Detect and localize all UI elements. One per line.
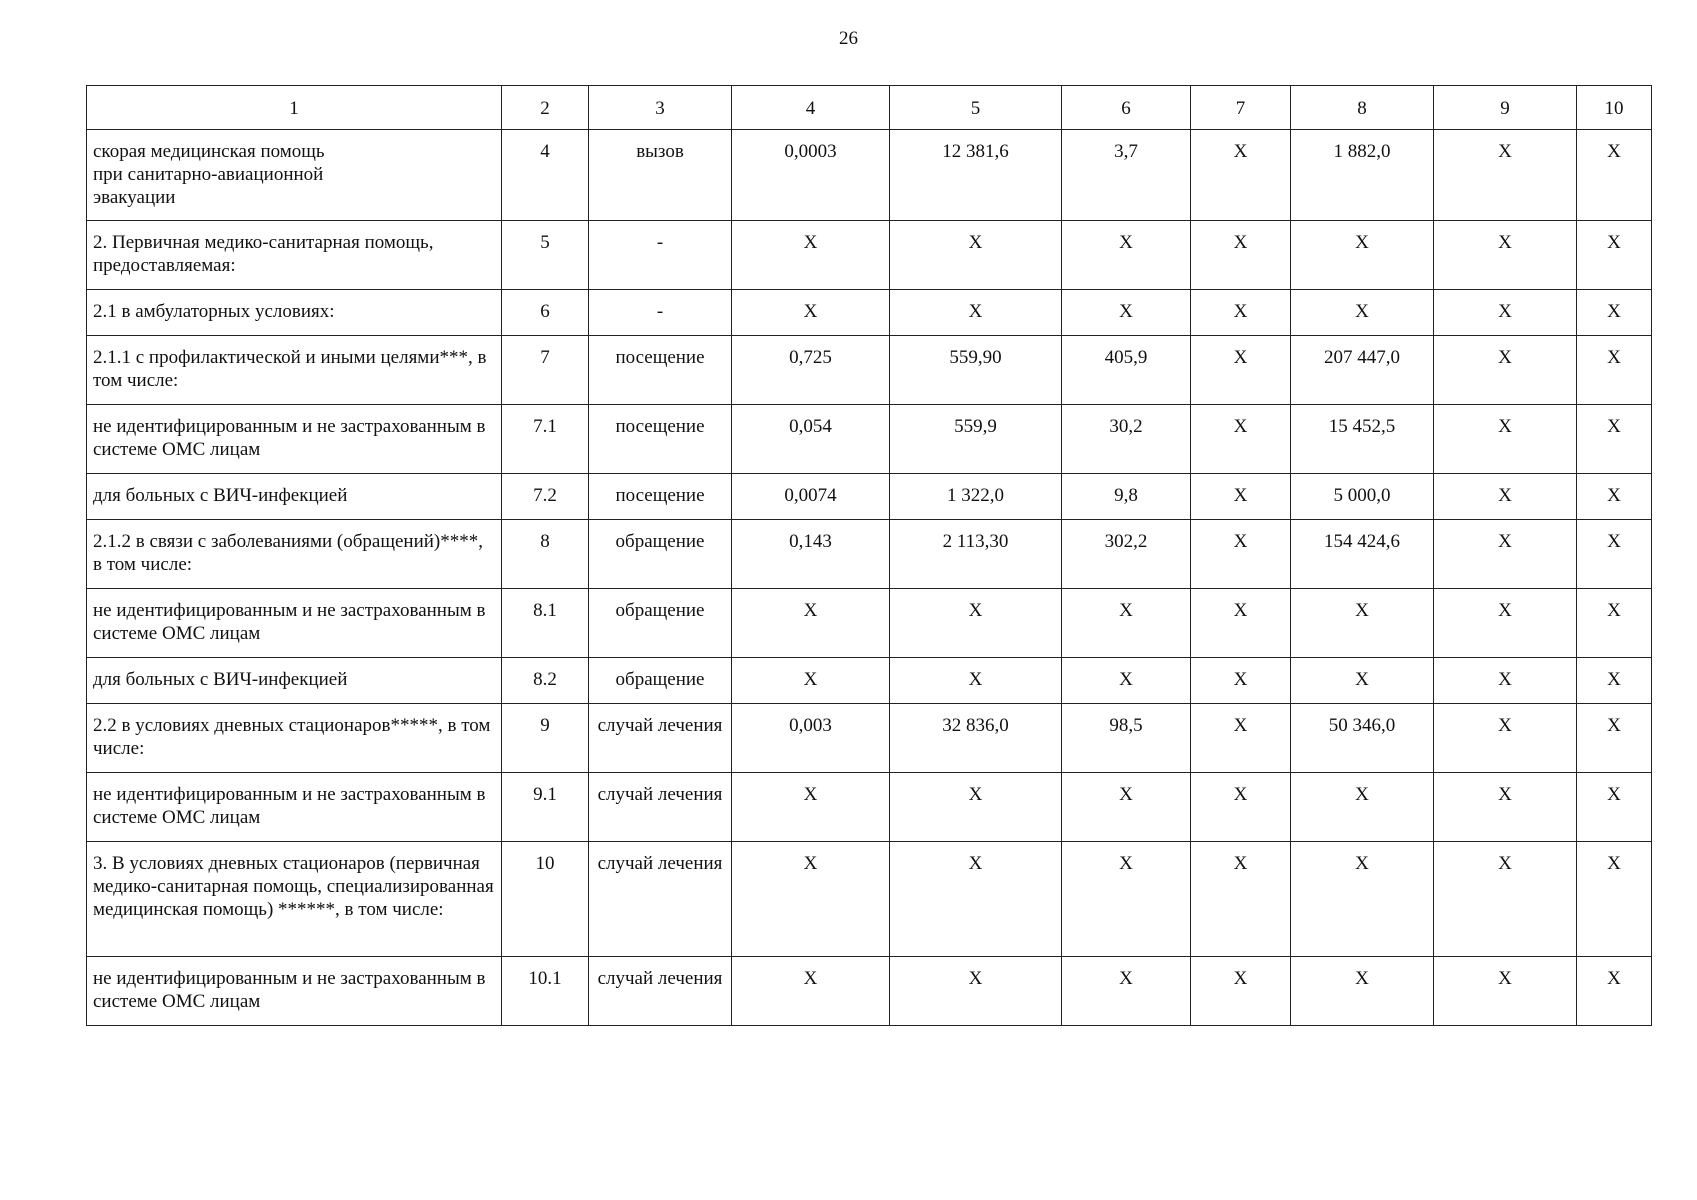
- value-cell: Х: [1191, 589, 1291, 658]
- value-cell: Х: [1577, 405, 1652, 474]
- value-cell: Х: [1062, 290, 1191, 336]
- value-cell: Х: [732, 589, 890, 658]
- value-cell: Х: [1434, 474, 1577, 520]
- value-cell: Х: [1434, 290, 1577, 336]
- value-cell: Х: [1191, 290, 1291, 336]
- unit-cell: обращение: [589, 520, 732, 589]
- row-name-cell: для больных с ВИЧ-инфекцией: [87, 474, 502, 520]
- value-cell: Х: [1062, 773, 1191, 842]
- value-cell: Х: [1577, 474, 1652, 520]
- unit-cell: случай лечения: [589, 842, 732, 957]
- value-cell: Х: [1434, 336, 1577, 405]
- value-cell: Х: [1062, 589, 1191, 658]
- row-name-cell: не идентифицированным и не застрахованным в системе ОМС лицам: [87, 589, 502, 658]
- value-cell: Х: [1434, 221, 1577, 290]
- row-number-cell: 4: [502, 130, 589, 221]
- value-cell: Х: [890, 589, 1062, 658]
- row-name-cell: не идентифицированным и не застрахованным в системе ОМС лицам: [87, 957, 502, 1026]
- value-cell: Х: [1191, 520, 1291, 589]
- unit-cell: случай лечения: [589, 773, 732, 842]
- header-row: [87, 86, 1652, 130]
- value-cell: Х: [1577, 520, 1652, 589]
- value-cell: 559,9: [890, 405, 1062, 474]
- value-cell: 302,2: [1062, 520, 1191, 589]
- value-cell: 15 452,5: [1291, 405, 1434, 474]
- value-cell: Х: [1434, 130, 1577, 221]
- value-cell: Х: [890, 658, 1062, 704]
- value-cell: Х: [1434, 773, 1577, 842]
- column-header: 3: [589, 86, 732, 130]
- value-cell: Х: [1191, 658, 1291, 704]
- value-cell: Х: [1434, 658, 1577, 704]
- value-cell: Х: [1577, 221, 1652, 290]
- value-cell: 0,725: [732, 336, 890, 405]
- table-row: [87, 405, 1652, 474]
- row-name-cell: для больных с ВИЧ-инфекцией: [87, 658, 502, 704]
- value-cell: Х: [1291, 290, 1434, 336]
- value-cell: Х: [732, 658, 890, 704]
- table-row: [87, 474, 1652, 520]
- unit-cell: -: [589, 290, 732, 336]
- row-number-cell: 8: [502, 520, 589, 589]
- value-cell: Х: [1062, 658, 1191, 704]
- value-cell: Х: [1062, 842, 1191, 957]
- row-number-cell: 5: [502, 221, 589, 290]
- table-row: [87, 130, 1652, 221]
- table-row: [87, 773, 1652, 842]
- row-number-cell: 7.1: [502, 405, 589, 474]
- value-cell: Х: [1191, 221, 1291, 290]
- row-name-cell: 2.1.2 в связи с заболеваниями (обращений)****, в том числе:: [87, 520, 502, 589]
- value-cell: Х: [1191, 474, 1291, 520]
- value-cell: 12 381,6: [890, 130, 1062, 221]
- value-cell: Х: [1291, 658, 1434, 704]
- row-number-cell: 8.2: [502, 658, 589, 704]
- value-cell: 154 424,6: [1291, 520, 1434, 589]
- table-row: [87, 589, 1652, 658]
- value-cell: 0,143: [732, 520, 890, 589]
- row-name-cell: не идентифицированным и не застрахованным в системе ОМС лицам: [87, 405, 502, 474]
- unit-cell: посещение: [589, 474, 732, 520]
- value-cell: 50 346,0: [1291, 704, 1434, 773]
- value-cell: Х: [732, 773, 890, 842]
- column-header: 1: [87, 86, 502, 130]
- value-cell: 9,8: [1062, 474, 1191, 520]
- value-cell: 0,003: [732, 704, 890, 773]
- row-number-cell: 7.2: [502, 474, 589, 520]
- value-cell: Х: [1291, 589, 1434, 658]
- value-cell: Х: [1577, 290, 1652, 336]
- unit-cell: случай лечения: [589, 704, 732, 773]
- row-number-cell: 6: [502, 290, 589, 336]
- unit-cell: случай лечения: [589, 957, 732, 1026]
- value-cell: 5 000,0: [1291, 474, 1434, 520]
- table-row: [87, 290, 1652, 336]
- value-cell: Х: [1577, 336, 1652, 405]
- value-cell: 32 836,0: [890, 704, 1062, 773]
- row-name-cell: 2. Первичная медико-санитарная помощь, предоставляемая:: [87, 221, 502, 290]
- value-cell: Х: [1191, 773, 1291, 842]
- value-cell: Х: [1191, 405, 1291, 474]
- value-cell: Х: [1577, 589, 1652, 658]
- value-cell: 1 882,0: [1291, 130, 1434, 221]
- table-row: [87, 520, 1652, 589]
- row-name-cell: скорая медицинская помощь при санитарно-авиационной эвакуации: [87, 130, 502, 221]
- value-cell: Х: [1577, 957, 1652, 1026]
- unit-cell: обращение: [589, 589, 732, 658]
- value-cell: 0,0003: [732, 130, 890, 221]
- column-header: 10: [1577, 86, 1652, 130]
- value-cell: Х: [1434, 589, 1577, 658]
- value-cell: Х: [732, 221, 890, 290]
- value-cell: Х: [1062, 221, 1191, 290]
- value-cell: Х: [1577, 704, 1652, 773]
- value-cell: 98,5: [1062, 704, 1191, 773]
- row-number-cell: 8.1: [502, 589, 589, 658]
- value-cell: Х: [1577, 130, 1652, 221]
- column-header: 7: [1191, 86, 1291, 130]
- value-cell: Х: [890, 842, 1062, 957]
- row-number-cell: 10.1: [502, 957, 589, 1026]
- row-name-cell: 2.2 в условиях дневных стационаров*****, в том числе:: [87, 704, 502, 773]
- table-row: [87, 704, 1652, 773]
- unit-cell: вызов: [589, 130, 732, 221]
- value-cell: Х: [1577, 658, 1652, 704]
- unit-cell: посещение: [589, 336, 732, 405]
- value-cell: 1 322,0: [890, 474, 1062, 520]
- value-cell: 559,90: [890, 336, 1062, 405]
- value-cell: Х: [1062, 957, 1191, 1026]
- value-cell: Х: [1191, 842, 1291, 957]
- column-header: 5: [890, 86, 1062, 130]
- value-cell: Х: [1191, 336, 1291, 405]
- row-name-cell: 3. В условиях дневных стационаров (первичная медико-санитарная помощь, специализированная медицинская помощь) ******, в том числе:: [87, 842, 502, 957]
- row-name-cell: 2.1.1 с профилактической и иными целями***, в том числе:: [87, 336, 502, 405]
- table-row: [87, 221, 1652, 290]
- value-cell: Х: [1291, 221, 1434, 290]
- value-cell: Х: [890, 773, 1062, 842]
- unit-cell: посещение: [589, 405, 732, 474]
- value-cell: 2 113,30: [890, 520, 1062, 589]
- row-number-cell: 7: [502, 336, 589, 405]
- value-cell: Х: [1577, 842, 1652, 957]
- value-cell: 3,7: [1062, 130, 1191, 221]
- value-cell: Х: [1577, 773, 1652, 842]
- table-row: [87, 336, 1652, 405]
- value-cell: 405,9: [1062, 336, 1191, 405]
- value-cell: Х: [890, 957, 1062, 1026]
- value-cell: Х: [732, 842, 890, 957]
- row-number-cell: 9: [502, 704, 589, 773]
- table-row: [87, 842, 1652, 957]
- row-name-cell: не идентифицированным и не застрахованным в системе ОМС лицам: [87, 773, 502, 842]
- value-cell: Х: [732, 290, 890, 336]
- unit-cell: обращение: [589, 658, 732, 704]
- value-cell: 30,2: [1062, 405, 1191, 474]
- value-cell: Х: [890, 221, 1062, 290]
- unit-cell: -: [589, 221, 732, 290]
- page-number: 26: [839, 28, 858, 49]
- value-cell: Х: [1434, 842, 1577, 957]
- row-name-cell: 2.1 в амбулаторных условиях:: [87, 290, 502, 336]
- value-cell: Х: [890, 290, 1062, 336]
- column-header: 2: [502, 86, 589, 130]
- value-cell: Х: [1434, 405, 1577, 474]
- column-header: 8: [1291, 86, 1434, 130]
- value-cell: Х: [1434, 704, 1577, 773]
- table-row: [87, 957, 1652, 1026]
- value-cell: Х: [1434, 520, 1577, 589]
- column-header: 4: [732, 86, 890, 130]
- value-cell: 207 447,0: [1291, 336, 1434, 405]
- value-cell: 0,054: [732, 405, 890, 474]
- value-cell: Х: [1191, 957, 1291, 1026]
- value-cell: Х: [1191, 130, 1291, 221]
- value-cell: Х: [1291, 773, 1434, 842]
- value-cell: Х: [1291, 842, 1434, 957]
- value-cell: Х: [732, 957, 890, 1026]
- value-cell: Х: [1434, 957, 1577, 1026]
- row-number-cell: 10: [502, 842, 589, 957]
- column-header: 6: [1062, 86, 1191, 130]
- table-body: [87, 130, 1652, 1026]
- column-header: 9: [1434, 86, 1577, 130]
- value-cell: Х: [1191, 704, 1291, 773]
- data-table: [86, 85, 1652, 1026]
- value-cell: Х: [1291, 957, 1434, 1026]
- value-cell: 0,0074: [732, 474, 890, 520]
- table-row: [87, 658, 1652, 704]
- row-number-cell: 9.1: [502, 773, 589, 842]
